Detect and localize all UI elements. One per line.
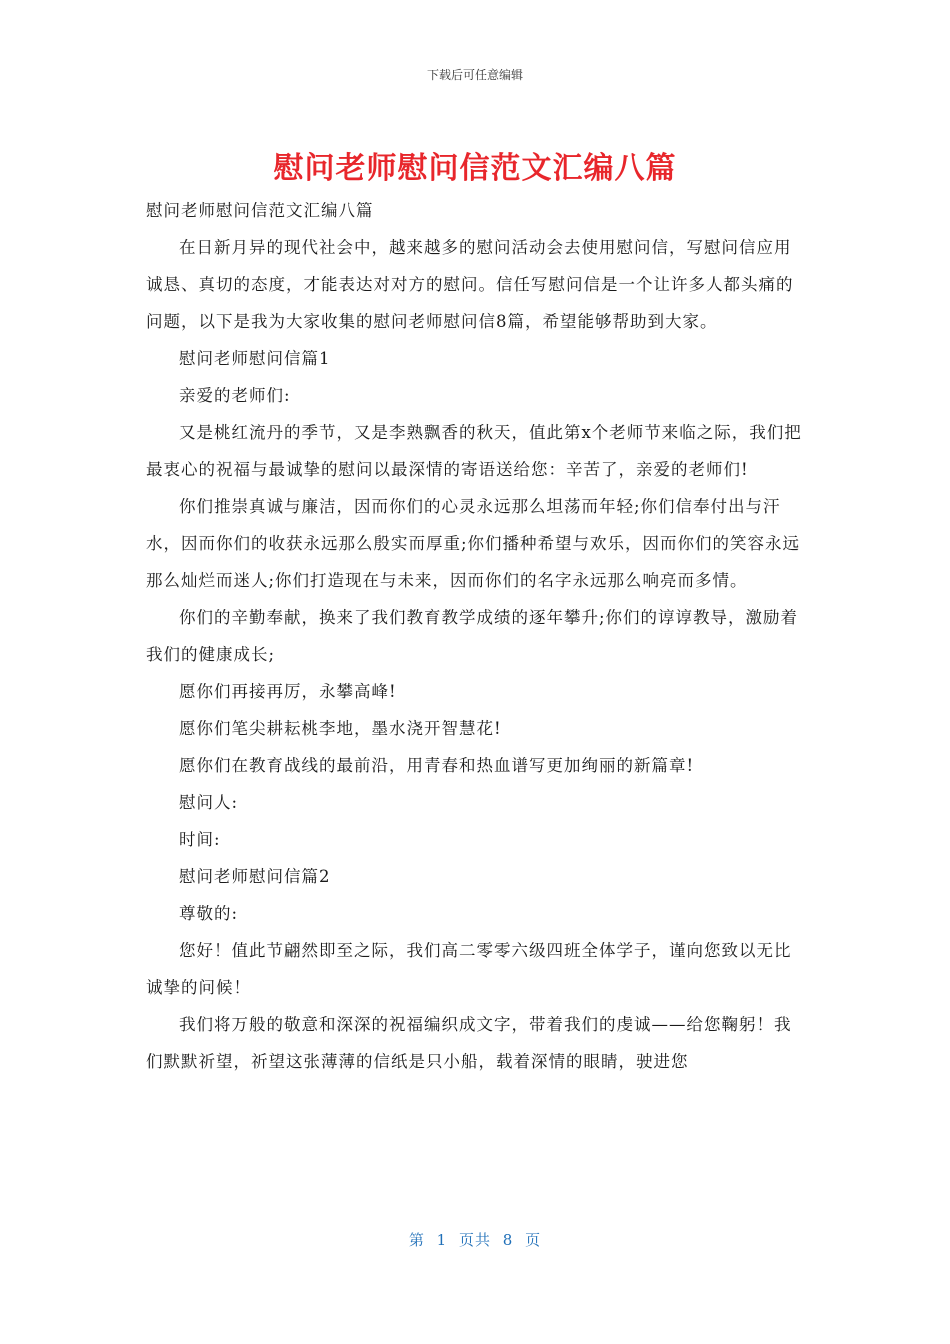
page-footer [0, 1229, 950, 1250]
salutation-2: 尊敬的: [179, 904, 239, 923]
paragraph-intro: 在日新月异的现代社会中，越来越多的慰问活动会去使用慰问信，写慰问信应用诚恳、真切的态度，才能表达对对方的慰问。信任写慰问信是一个让许多人都头痛的问题，以下是我为大家收集的慰问老师慰问信8篇，希望能够帮助到大家。 [146, 238, 794, 331]
page-number: 1 [436, 1231, 448, 1249]
page-prefix: 第 [408, 1231, 425, 1249]
paragraph: 又是桃红流丹的季节，又是李熟飘香的秋天，值此第x个老师节来临之际，我们把最衷心的祝福与最诚挚的慰问以最深情的寄语送给您：辛苦了，亲爱的老师们! [146, 423, 802, 479]
wish-line: 愿你们在教育战线的最前沿，用青春和热血谱写更加绚丽的新篇章! [179, 756, 695, 775]
paragraph: 你们的辛勤奉献，换来了我们教育教学成绩的逐年攀升;你们的谆谆教导，激励着我们的健康成长; [146, 608, 799, 664]
paragraph: 我们将万般的敬意和深深的祝福编织成文字，带着我们的虔诚——给您鞠躬！我们默默祈望，祈望这张薄薄的信纸是只小船，载着深情的眼睛，驶进您 [146, 1015, 792, 1071]
header-note: 下载后可任意编辑 [426, 68, 523, 82]
subtitle-line: 慰问老师慰问信范文汇编八篇 [146, 201, 374, 220]
paragraph: 您好！值此节翩然即至之际，我们高二零零六级四班全体学子，谨向您致以无比诚挚的问候！ [146, 941, 792, 997]
signature-line: 慰问人: [179, 793, 239, 812]
page-suffix: 页 [525, 1231, 542, 1249]
page-middle: 页共 [458, 1231, 491, 1249]
document-body [146, 192, 806, 1080]
wish-line: 愿你们再接再厉，永攀高峰! [179, 682, 397, 701]
wish-line: 愿你们笔尖耕耘桃李地，墨水浇开智慧花! [179, 719, 502, 738]
page-total: 8 [502, 1231, 514, 1249]
paragraph: 你们推崇真诚与廉洁，因而你们的心灵永远那么坦荡而年轻;你们信奉付出与汗水，因而你们的收获永远那么殷实而厚重;你们播种希望与欢乐，因而你们的笑容永远那么灿烂而迷人;你们打造现在与未来，因而你们的名字永远那么响亮而多情。 [146, 497, 801, 590]
section-heading-2: 慰问老师慰问信篇2 [179, 867, 331, 886]
section-heading-1: 慰问老师慰问信篇1 [179, 349, 331, 368]
date-line: 时间: [179, 830, 221, 849]
document-title: 慰问老师慰问信范文汇编八篇 [273, 151, 677, 186]
salutation-1: 亲爱的老师们: [179, 386, 291, 405]
